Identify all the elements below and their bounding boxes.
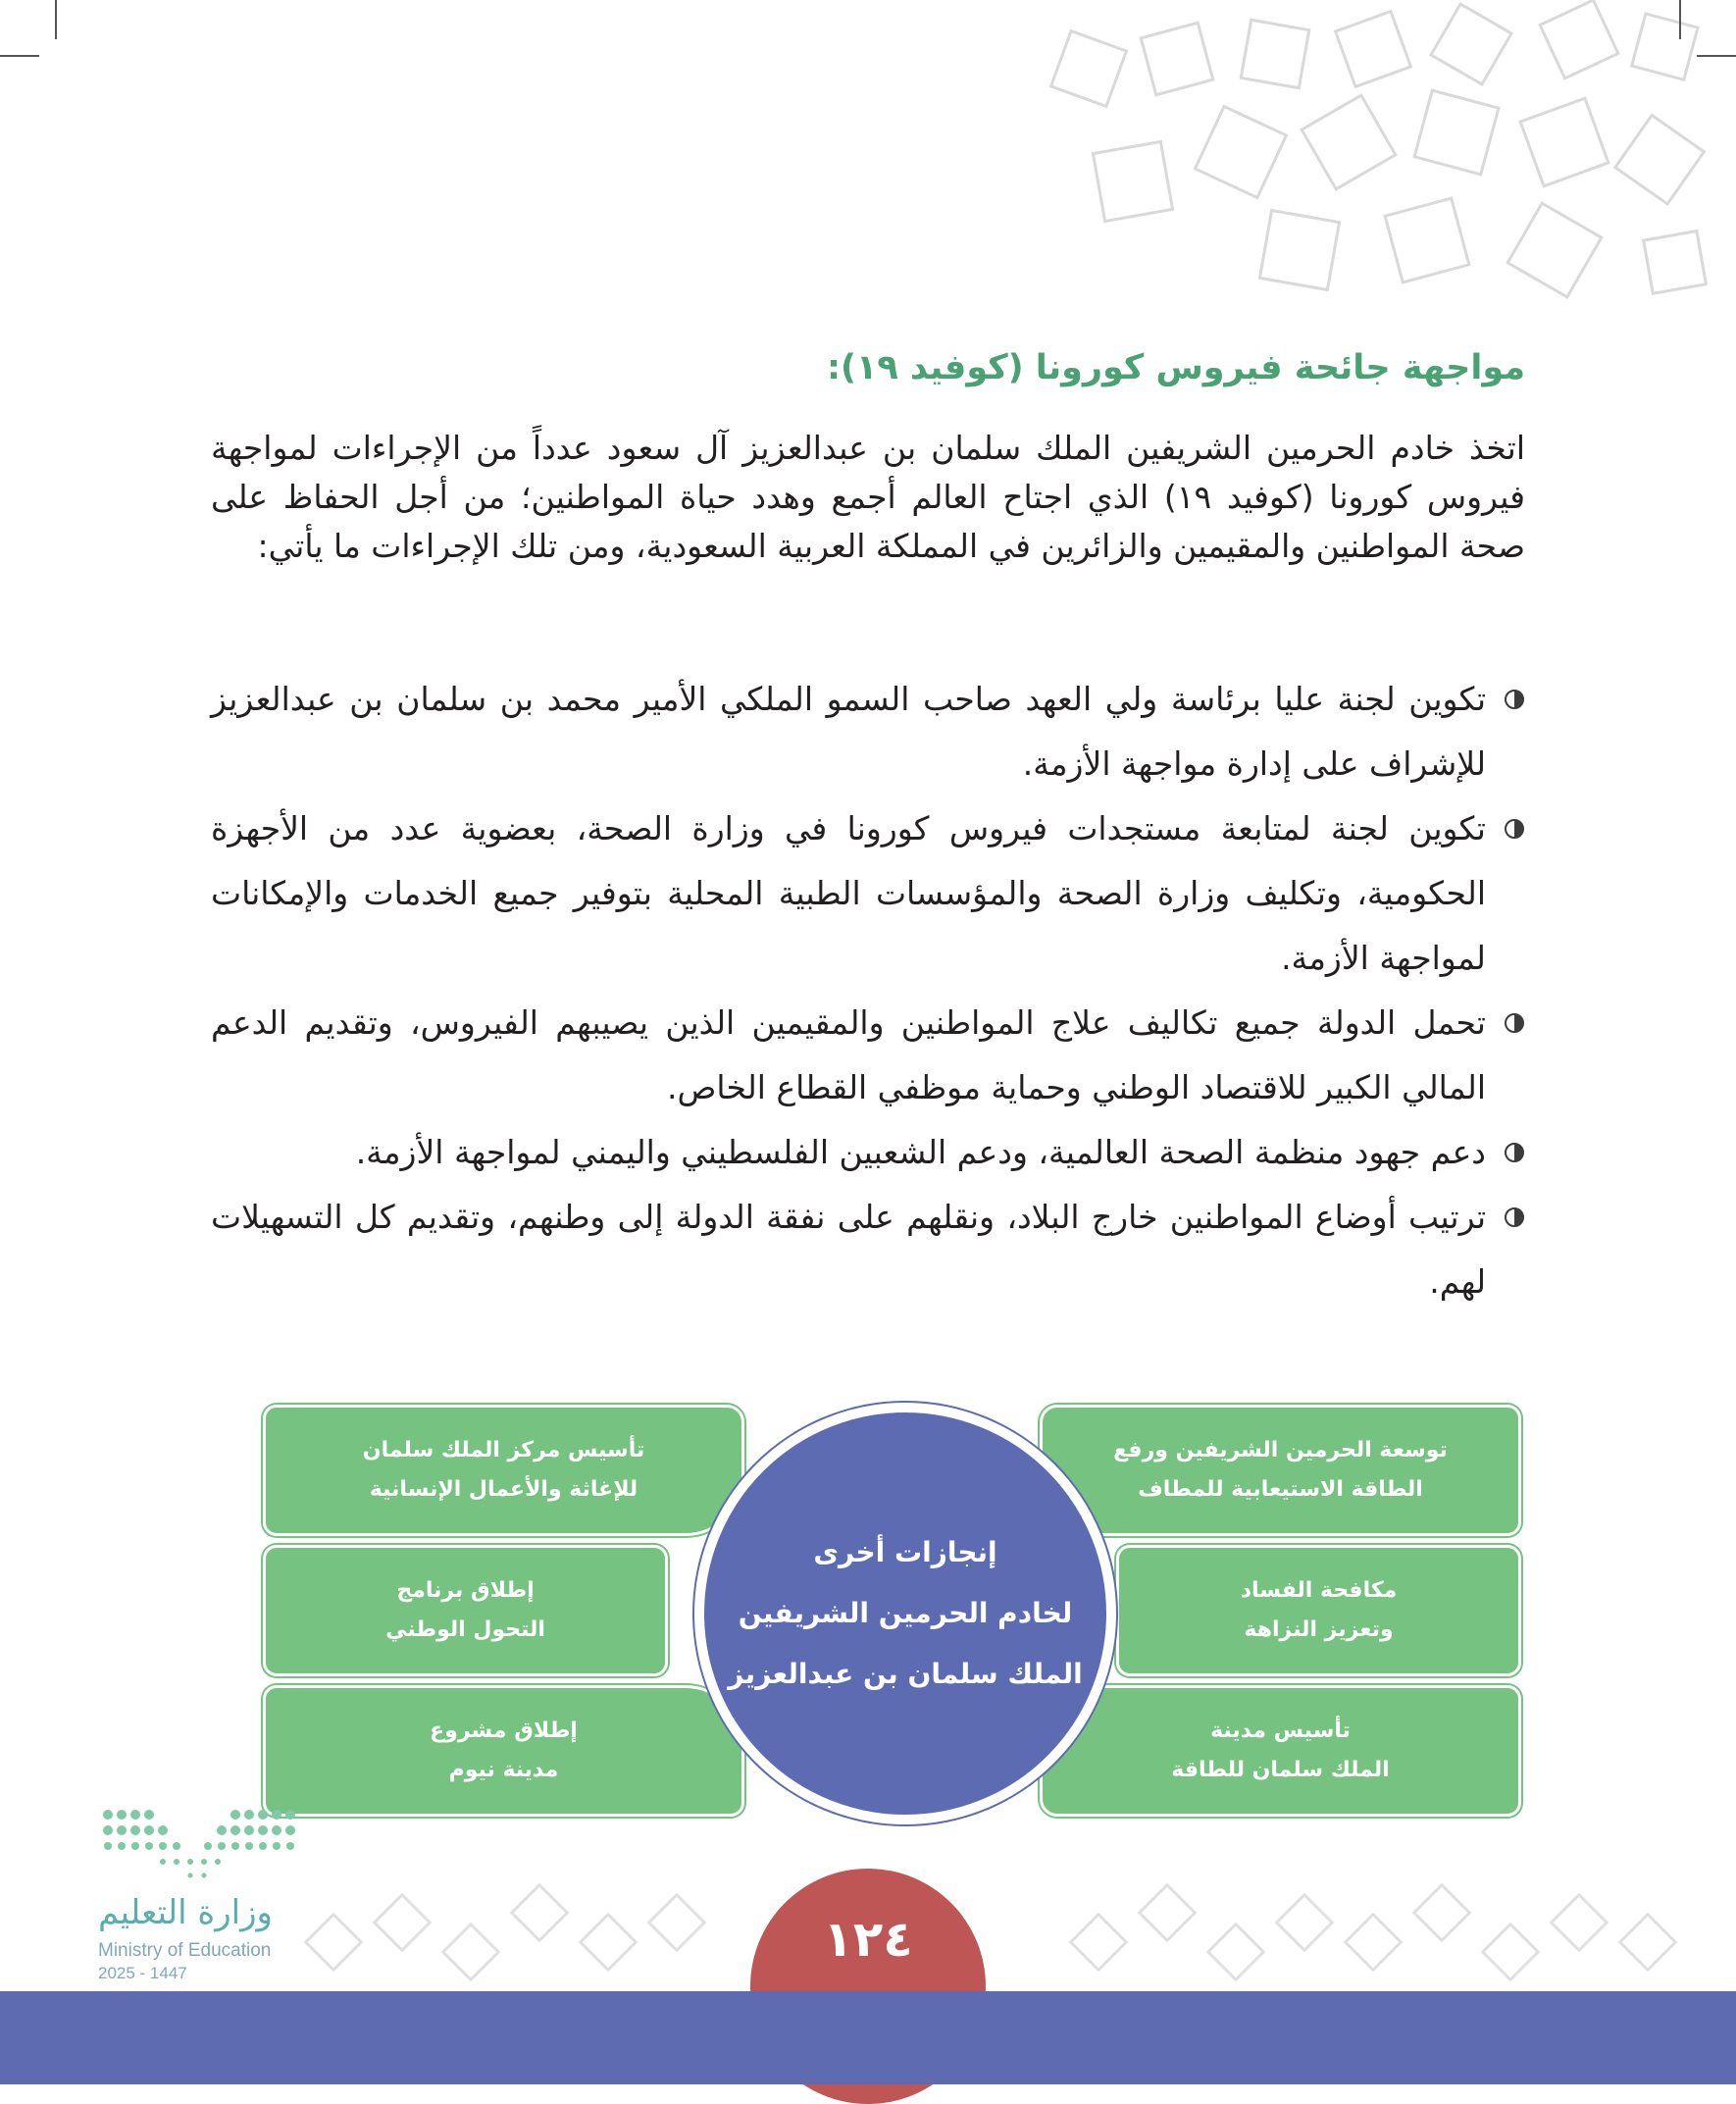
achievement-line: توسعة الحرمين الشريفين ورفع bbox=[1113, 1438, 1448, 1463]
achievement-box-national-transformation bbox=[263, 1545, 668, 1676]
achievement-line: تأسيس مركز الملك سلمان bbox=[362, 1438, 645, 1463]
list-item-text: تحمل الدولة جميع تكاليف علاج المواطنين والمقيمين الذين يصيبهم الفيروس، وتقديم الدعم المالي الكبير للاقتصاد الوطني وحماية موظفي القطاع الخاص. bbox=[211, 1003, 1486, 1106]
list-item bbox=[211, 991, 1525, 1120]
achievement-box-neom bbox=[263, 1685, 744, 1817]
crop-mark bbox=[1679, 0, 1681, 39]
achievement-line: للإغاثة والأعمال الإنسانية bbox=[369, 1477, 638, 1502]
achievement-box-anti-corruption bbox=[1116, 1545, 1521, 1676]
achievement-box-haram-expansion bbox=[1040, 1405, 1521, 1536]
achievement-box-relief-center bbox=[263, 1405, 744, 1536]
bullet-icon bbox=[1504, 1206, 1525, 1228]
bullet-icon bbox=[1504, 818, 1525, 840]
measures-list bbox=[211, 667, 1525, 1314]
list-item bbox=[211, 1185, 1525, 1314]
achievement-line: إطلاق برنامج bbox=[396, 1578, 535, 1603]
list-item-text: تكوين لجنة لمتابعة مستجدات فيروس كورونا في وزارة الصحة، بعضوية عدد من الأجهزة الحكومية، وتكليف وزارة الصحة والمؤسسات الطبية المحلية بتوفير جميع الخدمات والإمكانات لمواجهة الأزمة. bbox=[211, 809, 1486, 977]
achievement-box-energy-city bbox=[1040, 1685, 1521, 1817]
crop-mark bbox=[0, 55, 39, 57]
list-item bbox=[211, 796, 1525, 991]
list-item-text: تكوين لجنة عليا برئاسة ولي العهد صاحب السمو الملكي الأمير محمد بن سلمان بن عبدالعزيز للإشراف على إدارة مواجهة الأزمة. bbox=[211, 680, 1486, 783]
page-number: ١٢٤ bbox=[823, 1911, 913, 1968]
list-item bbox=[211, 1120, 1525, 1185]
decorative-pattern-bottom bbox=[294, 1864, 1707, 1991]
achievement-line: الملك سلمان للطاقة bbox=[1171, 1758, 1390, 1782]
achievement-line: إطلاق مشروع bbox=[430, 1719, 578, 1743]
intro-paragraph: اتخذ خادم الحرمين الشريفين الملك سلمان بن عبدالعزيز آل سعود عدداً من الإجراءات لمواجهة فيروس كورونا (كوفيد ١٩) الذي اجتاح العالم أجمع وهدد حياة المواطنين؛ من أجل الحفاظ على صحة المواطنين والمقيمين والزائرين في المملكة العربية السعودية، ومن تلك الإجراءات ما يأتي: bbox=[211, 429, 1526, 565]
list-item-text: دعم جهود منظمة الصحة العالمية، ودعم الشعبين الفلسطيني واليمني لمواجهة الأزمة. bbox=[355, 1133, 1486, 1171]
ministry-year: 2025 - 1447 bbox=[98, 1964, 187, 1982]
ministry-name-english: Ministry of Education bbox=[98, 1940, 272, 1961]
achievement-line: التحول الوطني bbox=[385, 1617, 545, 1642]
crop-mark bbox=[55, 0, 57, 39]
achievements-center-circle bbox=[694, 1403, 1116, 1824]
achievement-line: مدينة نيوم bbox=[448, 1758, 559, 1782]
center-line: إنجازات أخرى bbox=[813, 1536, 997, 1568]
achievement-line: وتعزيز النزاهة bbox=[1244, 1617, 1394, 1642]
center-line: لخادم الحرمين الشريفين bbox=[738, 1597, 1073, 1629]
ministry-logo-icon bbox=[98, 1805, 314, 1888]
achievement-line: مكافحة الفساد bbox=[1240, 1578, 1398, 1603]
section-title: مواجهة جائحة فيروس كورونا (كوفيد ١٩): bbox=[826, 348, 1525, 387]
achievement-line: تأسيس مدينة bbox=[1210, 1719, 1351, 1743]
list-item bbox=[211, 667, 1525, 796]
crop-mark bbox=[1697, 55, 1736, 57]
list-item-text: ترتيب أوضاع المواطنين خارج البلاد، ونقلهم على نفقة الدولة إلى وطنهم، وتقديم كل التسهيلات لهم. bbox=[211, 1198, 1486, 1301]
footer-band bbox=[0, 1991, 1736, 2084]
decorative-pattern-top bbox=[1020, 0, 1736, 334]
achievement-line: الطاقة الاستيعابية للمطاف bbox=[1138, 1477, 1423, 1502]
bullet-icon bbox=[1504, 1012, 1525, 1034]
bullet-icon bbox=[1504, 689, 1525, 710]
ministry-name-arabic: وزارة التعليم bbox=[98, 1893, 273, 1932]
center-line: الملك سلمان بن عبدالعزيز bbox=[728, 1658, 1083, 1690]
bullet-icon bbox=[1504, 1142, 1525, 1163]
